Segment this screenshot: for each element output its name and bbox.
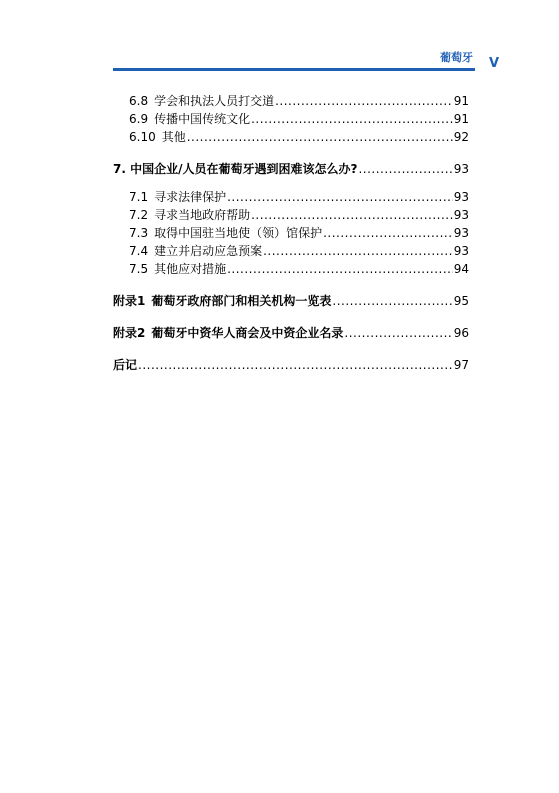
toc-entry-title: 建立并启动应急预案: [154, 244, 263, 258]
leader-dots: [138, 356, 453, 374]
leader-dots: [323, 224, 453, 242]
toc-entry-page: 92: [453, 130, 469, 144]
toc-entry-title: 寻求当地政府帮助: [154, 208, 251, 222]
leader-dots: [227, 260, 453, 278]
leader-dots: [344, 324, 452, 342]
toc-entry-number: 6.9: [129, 112, 149, 126]
toc-entry-title: 其他应对措施: [154, 262, 227, 276]
header-title: 葡萄牙: [440, 51, 473, 64]
leader-dots: [358, 160, 452, 178]
toc-entry-number: 6.8: [129, 94, 149, 108]
toc-entry-7-3[interactable]: [113, 224, 469, 242]
toc-entry-page: 91: [453, 94, 469, 108]
toc-entry-title: 其他: [161, 130, 186, 144]
toc-entry-7-1[interactable]: [113, 188, 469, 206]
leader-dots: [275, 92, 453, 110]
toc-entry-page: 93: [453, 208, 469, 222]
header-page-number: V: [488, 56, 499, 71]
toc-appendix-2[interactable]: [113, 324, 469, 342]
toc-entry-title: 取得中国驻当地使（领）馆保护: [154, 226, 323, 240]
toc-entry-title: 寻求法律保护: [154, 190, 227, 204]
toc-afterword-title: 后记: [113, 358, 138, 372]
toc-appendix-page: 95: [453, 294, 469, 308]
toc-entry-title: 传播中国传统文化: [154, 112, 251, 126]
leader-dots: [187, 128, 453, 146]
leader-dots: [227, 188, 453, 206]
toc-entry-number: 7.1: [129, 190, 149, 204]
toc-entry-6-10[interactable]: [113, 128, 469, 146]
toc-entry-7-2[interactable]: [113, 206, 469, 224]
toc-entry-6-8[interactable]: [113, 92, 469, 110]
toc-appendix-label: 附录2: [113, 326, 146, 340]
toc-chapter-page: 93: [453, 162, 469, 176]
leader-dots: [251, 110, 453, 128]
toc-entry-number: 7.4: [129, 244, 149, 258]
toc-entry-page: 91: [453, 112, 469, 126]
toc-entry-page: 93: [453, 226, 469, 240]
toc-appendix-label: 附录1: [113, 294, 146, 308]
leader-dots: [263, 242, 453, 260]
toc-chapter-title: 7. 中国企业/人员在葡萄牙遇到困难该怎么办?: [113, 162, 358, 176]
toc-appendix-title: 葡萄牙政府部门和相关机构一览表: [151, 294, 332, 308]
toc-entry-page: 94: [453, 262, 469, 276]
leader-dots: [332, 292, 452, 310]
toc-afterword[interactable]: [113, 356, 469, 374]
toc-entry-6-9[interactable]: [113, 110, 469, 128]
toc-entry-number: 7.3: [129, 226, 149, 240]
toc-entry-number: 6.10: [129, 130, 156, 144]
toc-entry-title: 学会和执法人员打交道: [154, 94, 275, 108]
table-of-contents: [113, 92, 469, 374]
toc-entry-7-4[interactable]: [113, 242, 469, 260]
leader-dots: [251, 206, 453, 224]
toc-chapter-7[interactable]: [113, 160, 469, 178]
toc-entry-page: 93: [453, 190, 469, 204]
toc-entry-number: 7.2: [129, 208, 149, 222]
toc-appendix-1[interactable]: [113, 292, 469, 310]
toc-appendix-title: 葡萄牙中资华人商会及中资企业名录: [151, 326, 344, 340]
toc-entry-7-5[interactable]: [113, 260, 469, 278]
header-rule: [113, 68, 475, 71]
toc-appendix-page: 96: [453, 326, 469, 340]
toc-entry-number: 7.5: [129, 262, 149, 276]
toc-afterword-page: 97: [453, 358, 469, 372]
toc-entry-page: 93: [453, 244, 469, 258]
